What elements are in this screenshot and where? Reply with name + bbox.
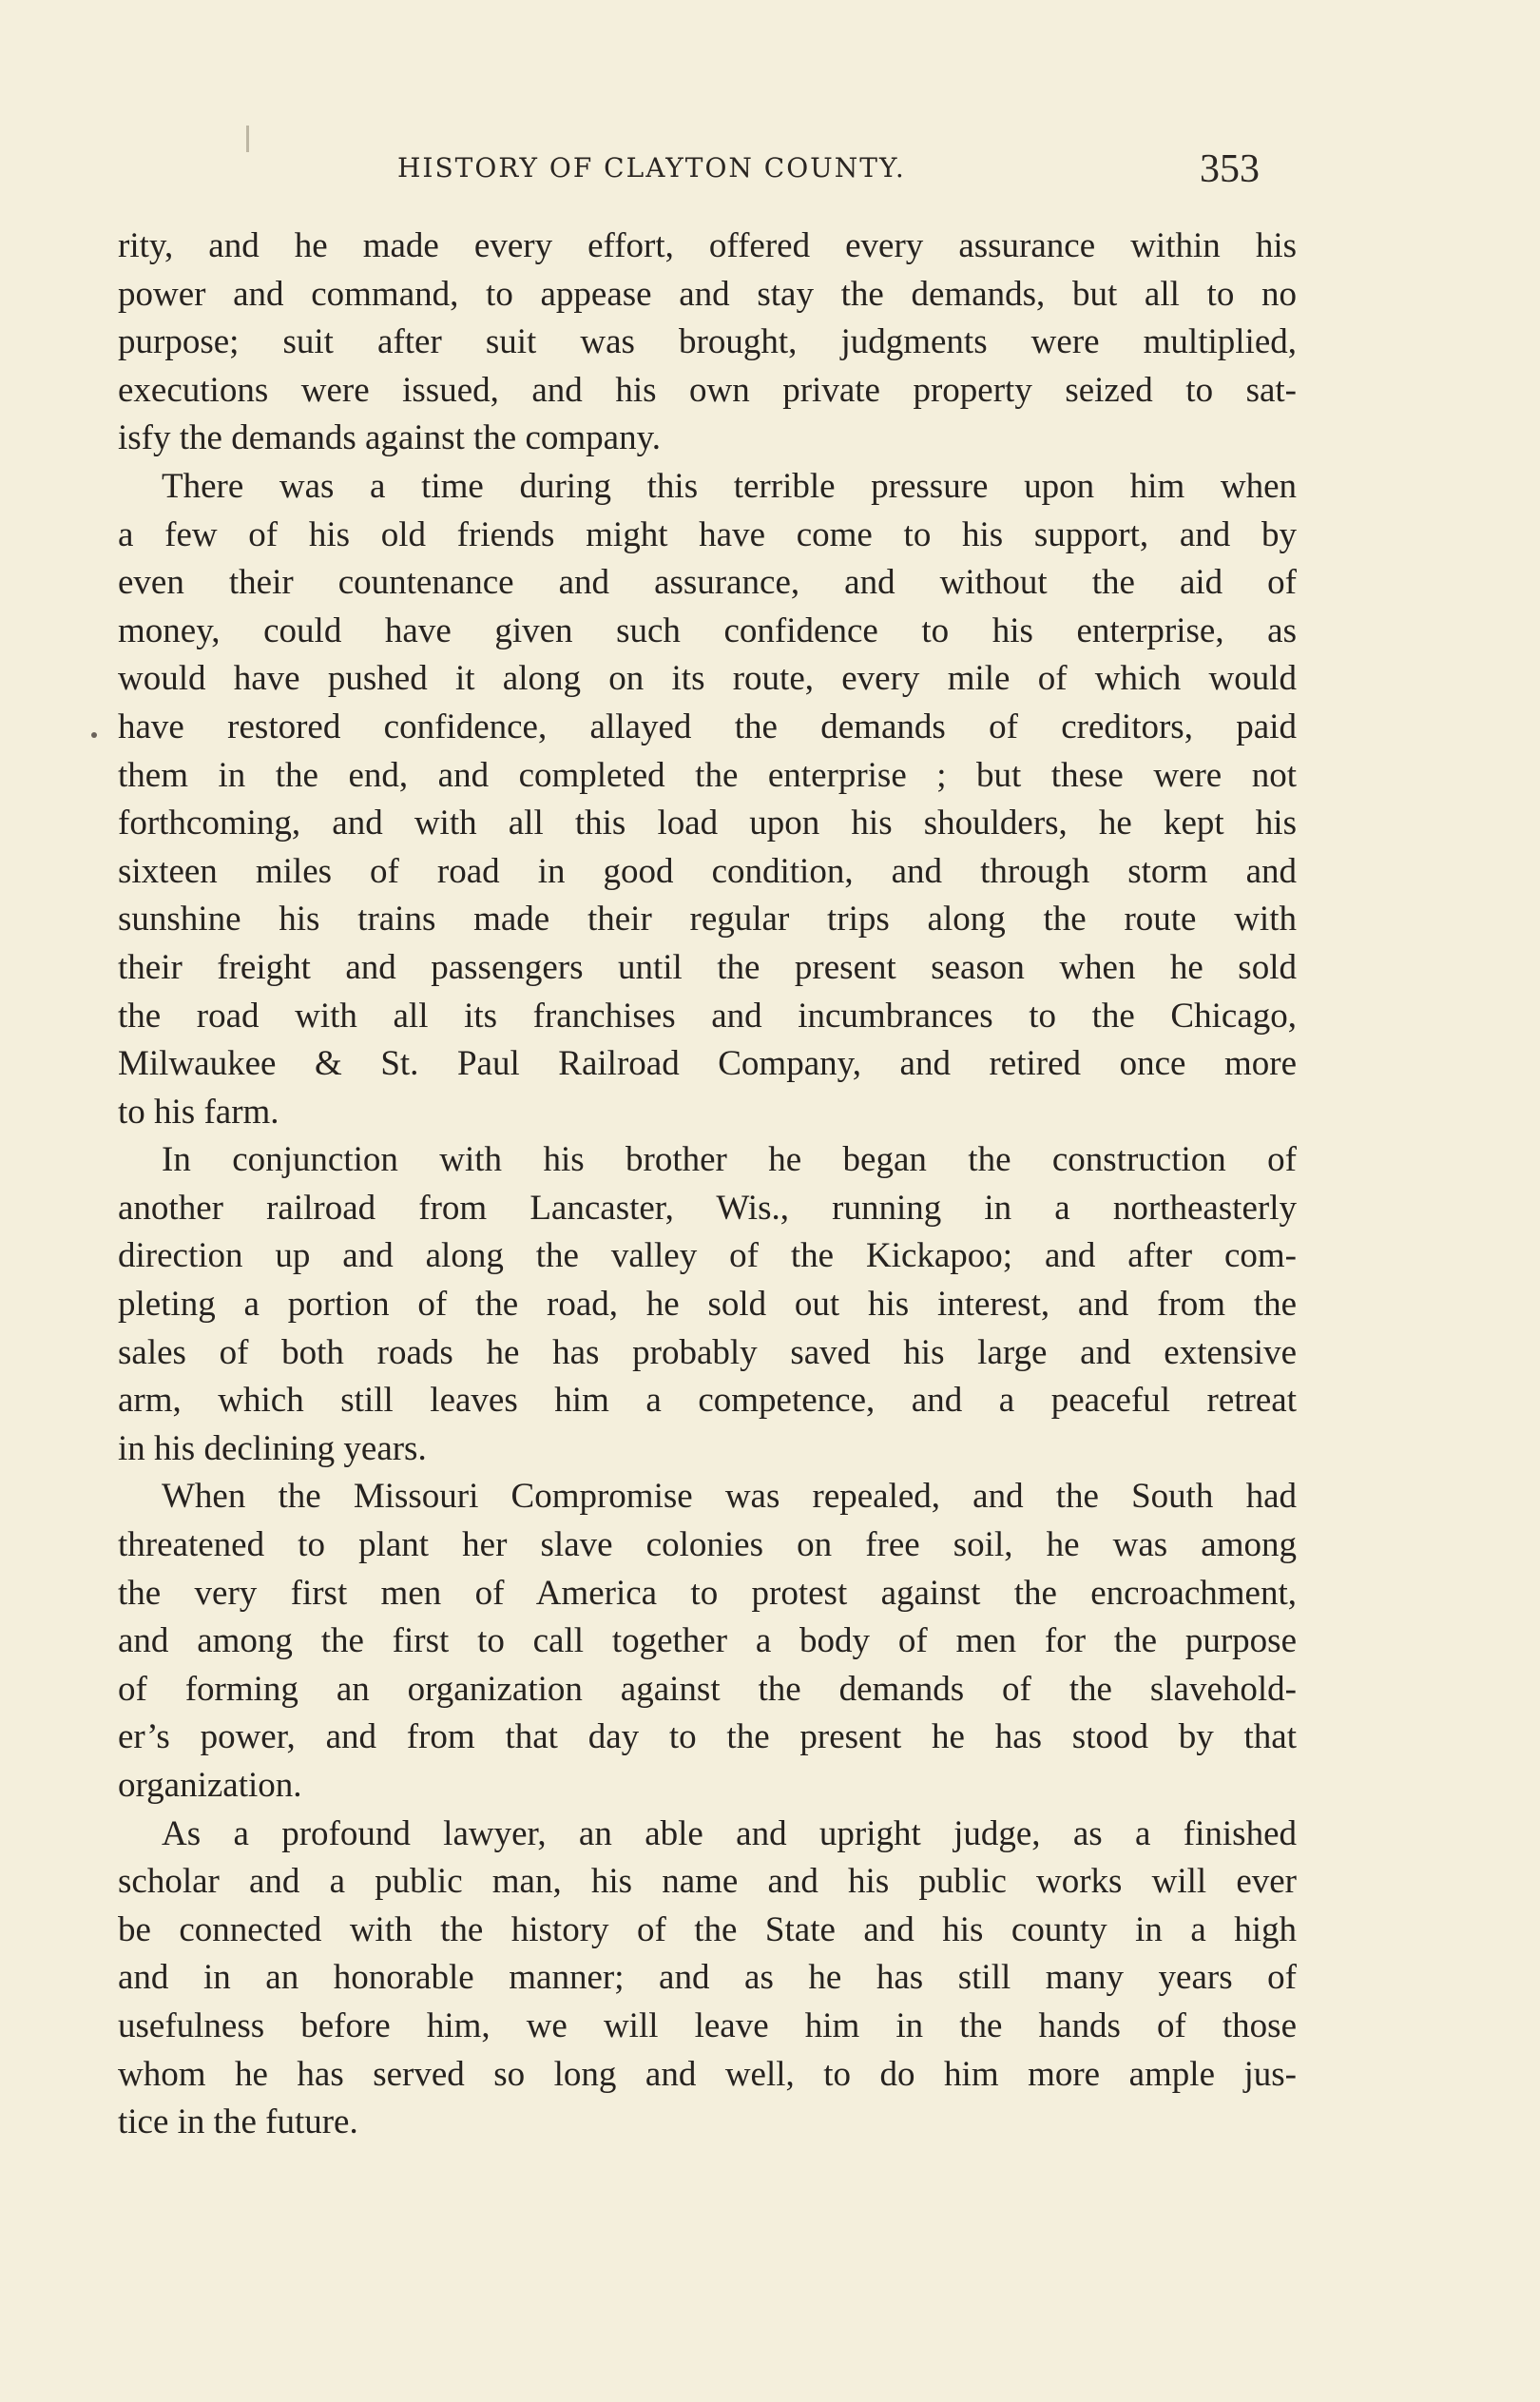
text-line: have restored confidence, allayed the demands of creditors, paid [118, 707, 1297, 746]
text-line: usefulness before him, we will leave him in the hands of those [118, 2005, 1297, 2045]
text-line: forthcoming, and with all this load upon his shoulders, he kept his [118, 804, 1297, 843]
text-line: er’s power, and from that day to the present he has stood by that [118, 1717, 1297, 1757]
page-number: 353 [1200, 147, 1260, 191]
text-line: direction up and along the valley of the Kickapoo; and after com- [118, 1236, 1297, 1276]
text-line: in his declining years. [118, 1428, 427, 1468]
text-line: and among the first to call together a body of men for the purpose [118, 1621, 1297, 1661]
text-line: Milwaukee & St. Paul Railroad Company, and retired once more [118, 1044, 1297, 1084]
body-text [118, 223, 1297, 2147]
paragraph-first-line: In conjunction with his brother he began the construction of [162, 1140, 1297, 1180]
text-line: executions were issued, and his own private property seized to sat- [118, 370, 1297, 410]
text-line: be connected with the history of the State and his county in a high [118, 1909, 1297, 1949]
text-line: of forming an organization against the demands of the slavehold- [118, 1669, 1297, 1709]
text-line: tice in the future. [118, 2102, 358, 2142]
text-line: them in the end, and completed the enterprise ; but these were not [118, 755, 1297, 795]
text-line: pleting a portion of the road, he sold out his interest, and from the [118, 1285, 1297, 1325]
text-line: and in an honorable manner; and as he has still many years of [118, 1958, 1297, 1998]
paragraph-first-line: There was a time during this terrible pressure upon him when [162, 466, 1297, 506]
text-line: a few of his old friends might have come to his support, and by [118, 514, 1297, 554]
margin-ink-dot [91, 732, 97, 738]
running-head [0, 143, 1540, 209]
text-line: power and command, to appease and stay the demands, but all to no [118, 274, 1297, 314]
text-line: the very first men of America to protest against the encroachment, [118, 1573, 1297, 1613]
text-line: organization. [118, 1766, 302, 1805]
text-line: their freight and passengers until the present season when he sold [118, 947, 1297, 987]
text-line: rity, and he made every effort, offered every assurance within his [118, 226, 1297, 265]
paragraph-first-line: As a profound lawyer, an able and upright judge, as a finished [162, 1813, 1297, 1853]
text-line: arm, which still leaves him a competence, and a peaceful retreat [118, 1381, 1297, 1421]
text-line: purpose; suit after suit was brought, judgments were multiplied, [118, 322, 1297, 362]
text-line: another railroad from Lancaster, Wis., running in a northeasterly [118, 1188, 1297, 1228]
text-line: would have pushed it along on its route, every mile of which would [118, 659, 1297, 699]
text-line: isfy the demands against the company. [118, 418, 661, 458]
text-line: to his farm. [118, 1092, 279, 1132]
text-line: whom he has served so long and well, to do him more ample jus- [118, 2054, 1297, 2094]
header-title: HISTORY OF CLAYTON COUNTY. [397, 152, 906, 184]
text-line: sunshine his trains made their regular trips along the route with [118, 900, 1297, 939]
paragraph-first-line: When the Missouri Compromise was repealed, and the South had [162, 1477, 1297, 1517]
text-line: threatened to plant her slave colonies on free soil, he was among [118, 1525, 1297, 1565]
text-line: sixteen miles of road in good condition, and through storm and [118, 851, 1297, 891]
text-line: money, could have given such confidence to his enterprise, as [118, 610, 1297, 650]
text-line: the road with all its franchises and incumbrances to the Chicago, [118, 996, 1297, 1036]
text-line: sales of both roads he has probably saved his large and extensive [118, 1332, 1297, 1372]
text-line: scholar and a public man, his name and his public works will ever [118, 1862, 1297, 1902]
text-line: even their countenance and assurance, and without the aid of [118, 563, 1297, 603]
